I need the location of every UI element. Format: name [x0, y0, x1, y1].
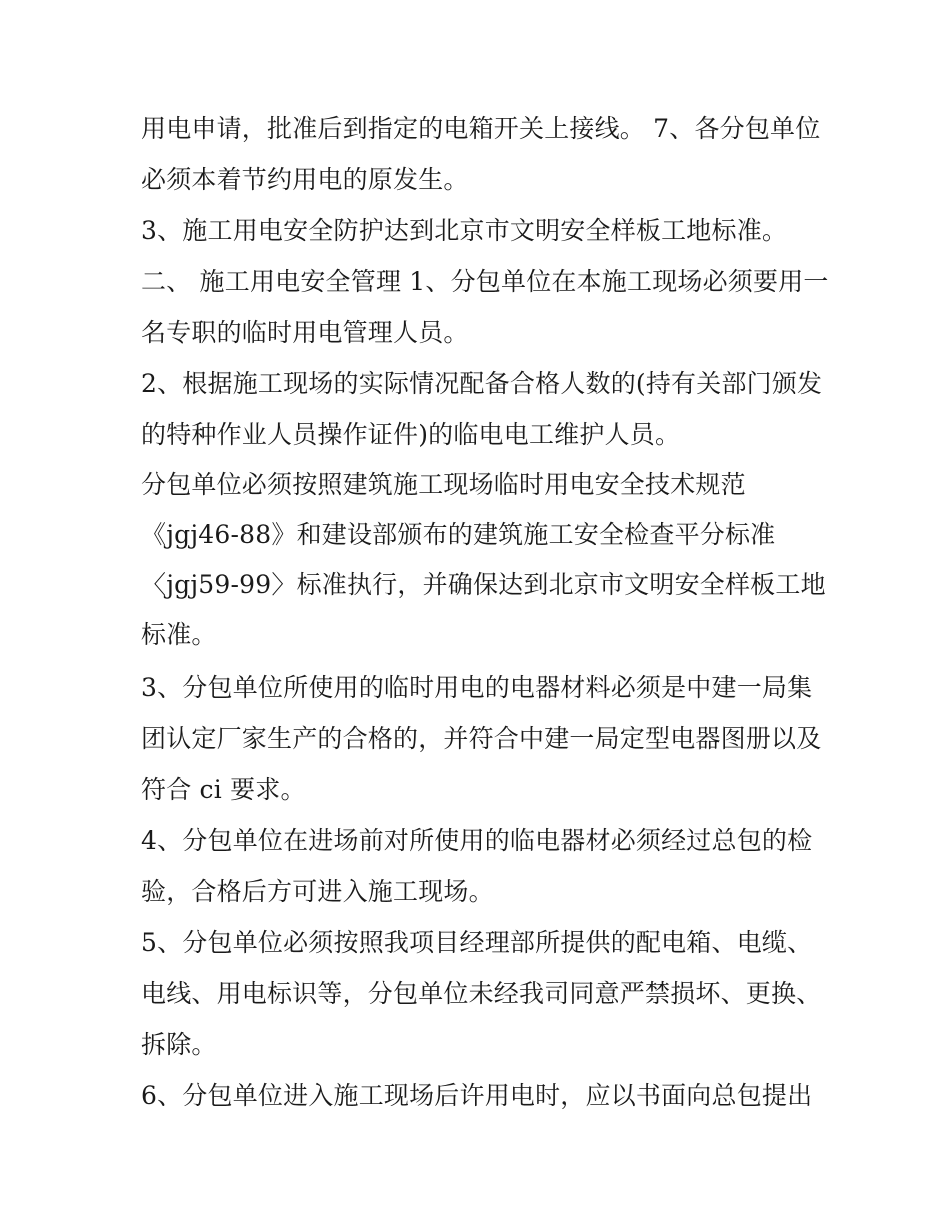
text-line: 分包单位必须按照建筑施工现场临时用电安全技术规范 — [141, 470, 746, 499]
text-line: 二、 施工用电安全管理 1、分包单位在本施工现场必须要用一 — [141, 267, 829, 296]
text-line: 拆除。 — [141, 1030, 217, 1059]
text-line: 团认定厂家生产的合格的，并符合中建一局定型电器图册以及 — [141, 724, 822, 753]
text-line: 名专职的临时用电管理人员。 — [141, 318, 469, 347]
text-line: 必须本着节约用电的原发生。 — [141, 165, 469, 194]
text-line: 6、分包单位进入施工现场后许用电时，应以书面向总包提出 — [141, 1081, 813, 1110]
text-line: 符合 ci 要求。 — [141, 775, 306, 804]
text-line: 的特种作业人员操作证件)的临电电工维护人员。 — [141, 420, 681, 449]
text-line: 《jgj46-88》和建设部颁布的建筑施工安全检查平分标准 — [141, 520, 776, 549]
text-line: 4、分包单位在进场前对所使用的临电器材必须经过总包的检 — [141, 826, 813, 855]
text-line: 3、施工用电安全防护达到北京市文明安全样板工地标准。 — [141, 216, 788, 245]
text-line: 用电申请，批准后到指定的电箱开关上接线。 7、各分包单位 — [141, 114, 821, 143]
text-line: 标准。 — [141, 620, 217, 649]
text-line: 5、分包单位必须按照我项目经理部所提供的配电箱、电缆、 — [141, 928, 813, 957]
text-line: 3、分包单位所使用的临时用电的电器材料必须是中建一局集 — [141, 673, 813, 702]
text-line: 〈jgj59-99〉标准执行，并确保达到北京市文明安全样板工地 — [141, 570, 826, 599]
text-line: 电线、用电标识等，分包单位未经我司同意严禁损坏、更换、 — [141, 979, 822, 1008]
text-line: 2、根据施工现场的实际情况配备合格人数的(持有关部门颁发 — [141, 369, 823, 398]
text-line: 验，合格后方可进入施工现场。 — [141, 877, 494, 906]
